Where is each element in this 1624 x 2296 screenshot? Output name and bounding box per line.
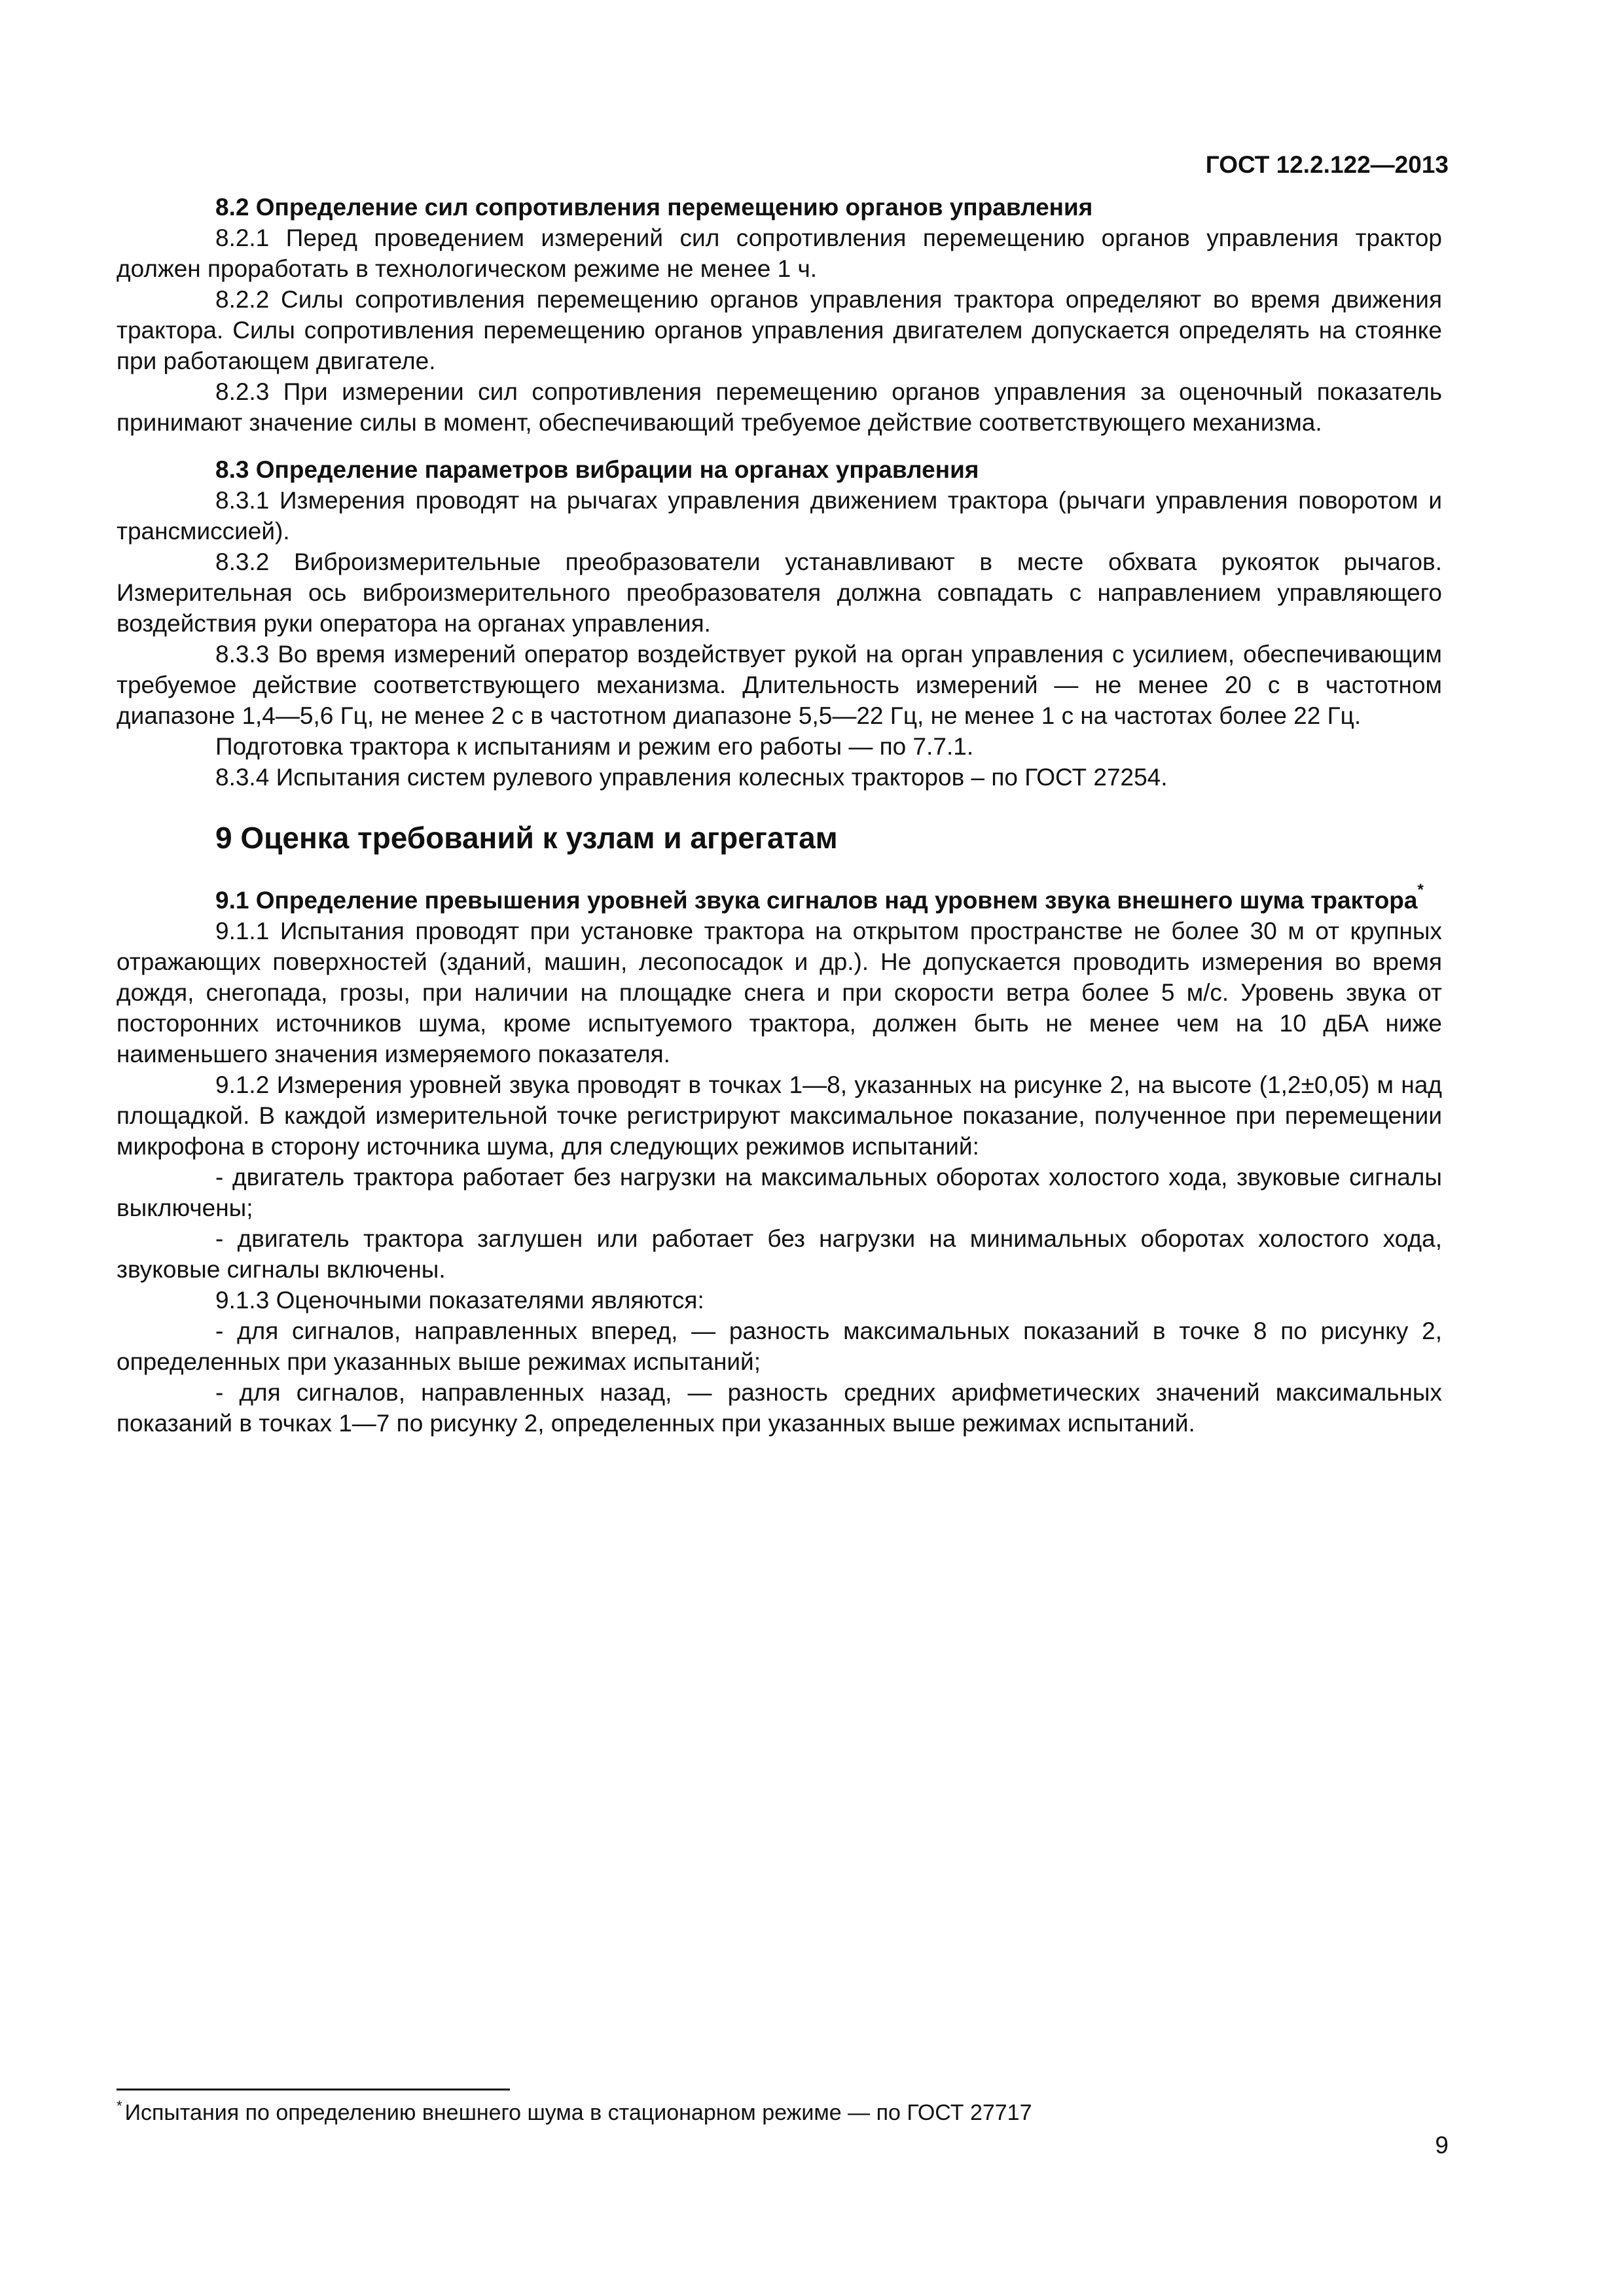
paragraph-9-1-3: 9.1.3 Оценочными показателями являются:: [215, 1287, 704, 1314]
paragraph-8-3-1: 8.3.1 Измерения проводят на рычагах управления движением трактора (рычаги управления поворотом и трансмиссией).: [117, 487, 1442, 545]
footnote-reference-mark: *: [1417, 880, 1424, 899]
paragraph-8-3-4: 8.3.4 Испытания систем рулевого управления колесных тракторов – по ГОСТ 27254.: [215, 764, 1168, 791]
paragraph-8-2-2: 8.2.2 Силы сопротивления перемещению органов управления трактора определяют во время движения трактора. Силы сопротивления перемещению органов управления двигателем допускается определять на стоянке при работающем двигателе.: [117, 286, 1442, 374]
paragraph-8-2-3: 8.2.3 При измерении сил сопротивления перемещению органов управления за оценочный показатель принимают значение силы в момент, обеспечивающий требуемое действие соответствующего механизма.: [117, 378, 1442, 436]
list-item-mode-1: - двигатель трактора работает без нагрузки на максимальных оборотах холостого хода, звуковые сигналы выключены;: [117, 1164, 1442, 1221]
heading-8-3: 8.3 Определение параметров вибрации на органах управления: [215, 456, 979, 483]
footnote-divider: [117, 2089, 510, 2090]
paragraph-8-3-2: 8.3.2 Виброизмерительные преобразователи устанавливают в месте обхвата рукояток рычагов. Измерительная ось виброизмерительного преобразователя должна совпадать с направлением управляющего воздействия руки оператора на органах управления.: [117, 548, 1442, 637]
list-item-rear-signals: - для сигналов, направленных назад, — разность средних арифметических значений максимальных показаний в точках 1—7 по рисунку 2, определенных при указанных выше режимах испытаний.: [117, 1379, 1442, 1437]
page-body: [117, 192, 1442, 1439]
list-item-mode-2: - двигатель трактора заглушен или работает без нагрузки на минимальных оборотах холостого хода, звуковые сигналы включены.: [117, 1225, 1442, 1283]
paragraph-8-3-3: 8.3.3 Во время измерений оператор воздействует рукой на орган управления с усилием, обеспечивающим требуемое действие соответствующего механизма. Длительность измерений — не менее 20 с в частотном диапазоне 1,4—5,6 Гц, не менее 2 с в частотном диапазоне 5,5—22 Гц, не менее 1 с на частотах более 22 Гц.: [117, 641, 1442, 729]
spacer: [117, 438, 1442, 454]
footnote-mark: *: [117, 2098, 122, 2114]
paragraph-8-3-preparation: Подготовка трактора к испытаниям и режим его работы — по 7.7.1.: [215, 733, 974, 760]
heading-9-1-text: 9.1 Определение превышения уровней звука сигналов над уровнем звука внешнего шума трактора: [215, 887, 1418, 914]
paragraph-8-2-1: 8.2.1 Перед проведением измерений сил сопротивления перемещению органов управления трактор должен проработать в технологическом режиме не менее 1 ч.: [117, 224, 1442, 282]
heading-8-2: 8.2 Определение сил сопротивления перемещению органов управления: [215, 194, 1093, 221]
list-item-forward-signals: - для сигналов, направленных вперед, — разность максимальных показаний в точке 8 по рисунку 2, определенных при указанных выше режимах испытаний;: [117, 1318, 1442, 1375]
heading-9: 9 Оценка требований к узлам и агрегатам: [215, 821, 838, 855]
paragraph-9-1-2: 9.1.2 Измерения уровней звука проводят в точках 1—8, указанных на рисунке 2, на высоте (1,2±0,05) м над площадкой. В каждой измерительной точке регистрируют максимальное показание, полученное при перемещении микрофона в сторону источника шума, для следующих режимов испытаний:: [117, 1071, 1442, 1160]
footnote: [117, 2098, 1032, 2130]
paragraph-9-1-1: 9.1.1 Испытания проводят при установке трактора на открытом пространстве не более 30 м от крупных отражающих поверхностей (зданий, машин, лесопосадок и др.). Не допускается проводить измерения во время дождя, снегопада, грозы, при наличии на площадке снега и при скорости ветра более 5 м/с. Уровень звука от посторонних источников шума, кроме испытуемого трактора, должен быть не менее чем на 10 дБА ниже наименьшего значения измеряемого показателя.: [117, 918, 1442, 1067]
footnote-text: Испытания по определению внешнего шума в стационарном режиме — по ГОСТ 27717: [124, 2100, 1032, 2125]
page-number: 9: [1435, 2132, 1449, 2159]
document-code: ГОСТ 12.2.122—2013: [1205, 151, 1449, 178]
heading-9-1: [117, 880, 1442, 916]
